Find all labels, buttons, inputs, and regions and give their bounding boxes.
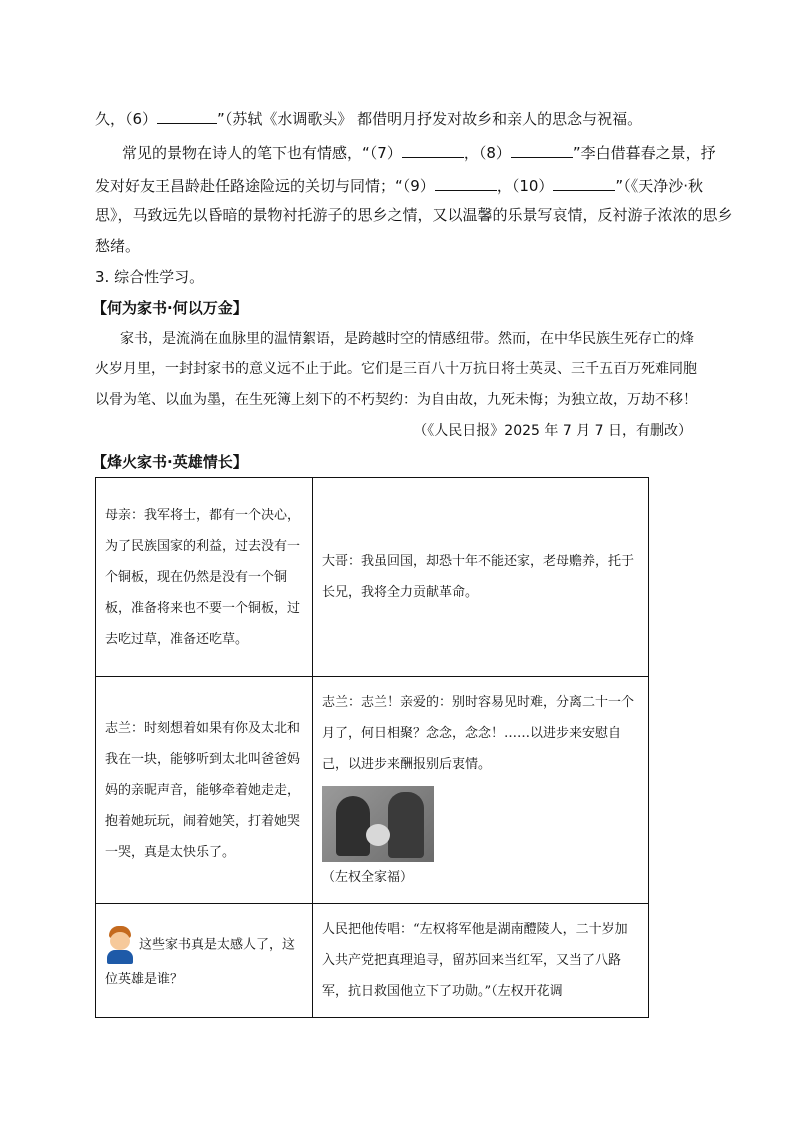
quote-line-3: 以骨为笔、以血为墨，在生死簿上刻下的不朽契约：为自由故，九死未悔；为独立故，万劫不移！ <box>95 392 697 408</box>
para2-line2 <box>95 174 703 196</box>
quote-source: （《人民日报》2025 年 7 月 7 日，有删改） <box>413 423 692 439</box>
table-row <box>96 904 649 1018</box>
answer-blank-6[interactable] <box>157 107 217 124</box>
answer-blank-7[interactable] <box>402 141 464 158</box>
family-photo <box>322 786 434 862</box>
photo-caption: （左权全家福） <box>322 870 414 885</box>
para2-text: 发对好友王昌龄赴任路途险远的关切与同情；“（9） <box>95 177 435 195</box>
letter-to-zhilan: 志兰：志兰！亲爱的：别时容易见时难，分离二十一个月了，何日相聚？念念，念念！……以进步来安慰自己，以进步来酬报别后衷情。 <box>322 695 635 772</box>
question-3: 3. 综合性学习。 <box>95 268 205 286</box>
section-title-2: 【烽火家书·英雄情长】 <box>92 453 248 471</box>
student-question: 这些家书真是太感人了，这位英雄是谁？ <box>105 937 296 987</box>
para2-text: ”（《天净沙·秋 <box>615 177 703 195</box>
student-avatar-icon <box>105 926 135 964</box>
table-row <box>96 478 649 677</box>
para2-text: 思》，马致远先以昏暗的景物衬托游子的思乡之情，又以温馨的乐景写哀情，反衬游子浓浓的思乡 <box>95 206 733 224</box>
letter-brother: 大哥：我虽回国，却恐十年不能还家，老母赡养，托于长兄，我将全力贡献革命。 <box>313 478 649 677</box>
student-question-cell <box>96 904 313 1018</box>
answer-blank-9[interactable] <box>435 174 497 191</box>
answer-blank-10[interactable] <box>553 174 615 191</box>
intro-line <box>95 107 642 129</box>
para2-line4 <box>95 236 140 256</box>
section-title-1: 【何为家书·何以万金】 <box>92 299 248 317</box>
letter-to-zhilan-cell <box>313 677 649 904</box>
para2-line3 <box>95 205 733 225</box>
letter-zhilan: 志兰：时刻想着如果有你及太北和我在一块，能够听到太北叫爸爸妈妈的亲昵声音，能够牵着她走走，抱着她玩玩，闹着她笑，打着她哭一哭，真是太快乐了。 <box>96 677 313 904</box>
intro-text-b: ”（苏轼《水调歌头》 都借明月抒发对故乡和亲人的思念与祝福。 <box>217 110 643 128</box>
para2-text: 常见的景物在诗人的笔下也有情感，“（7） <box>122 144 402 162</box>
para2-text: ，（10） <box>496 177 554 195</box>
para2-line1 <box>122 141 716 163</box>
para2-text: ，（8） <box>463 144 511 162</box>
table-row <box>96 677 649 904</box>
intro-text-a: 久，（6） <box>95 110 158 128</box>
para2-text: 愁绪。 <box>95 237 141 255</box>
quote-line-2: 火岁月里，一封封家书的意义远不止于此。它们是三百八十万抗日将士英灵、三千五百万死难同胞 <box>95 361 697 377</box>
para2-text: ”李白借暮春之景，抒 <box>572 144 716 162</box>
letter-mother: 母亲：我军将士，都有一个决心，为了民族国家的利益，过去没有一个铜板，现在仍然是没有一个铜板，准备将来也不要一个铜板，过去吃过草，准备还吃草。 <box>96 478 313 677</box>
folk-song-text: 人民把他传唱：“左权将军他是湖南醴陵人，二十岁加入共产党把真理追寻，留苏回来当红军，又当了八路军，抗日救国他立下了功勋。”（左权开花调 <box>313 904 649 1018</box>
answer-blank-8[interactable] <box>511 141 573 158</box>
letters-table <box>95 477 649 1018</box>
quote-line-1: 家书，是流淌在血脉里的温情絮语，是跨越时空的情感纽带。然而，在中华民族生死存亡的烽 <box>120 331 694 347</box>
